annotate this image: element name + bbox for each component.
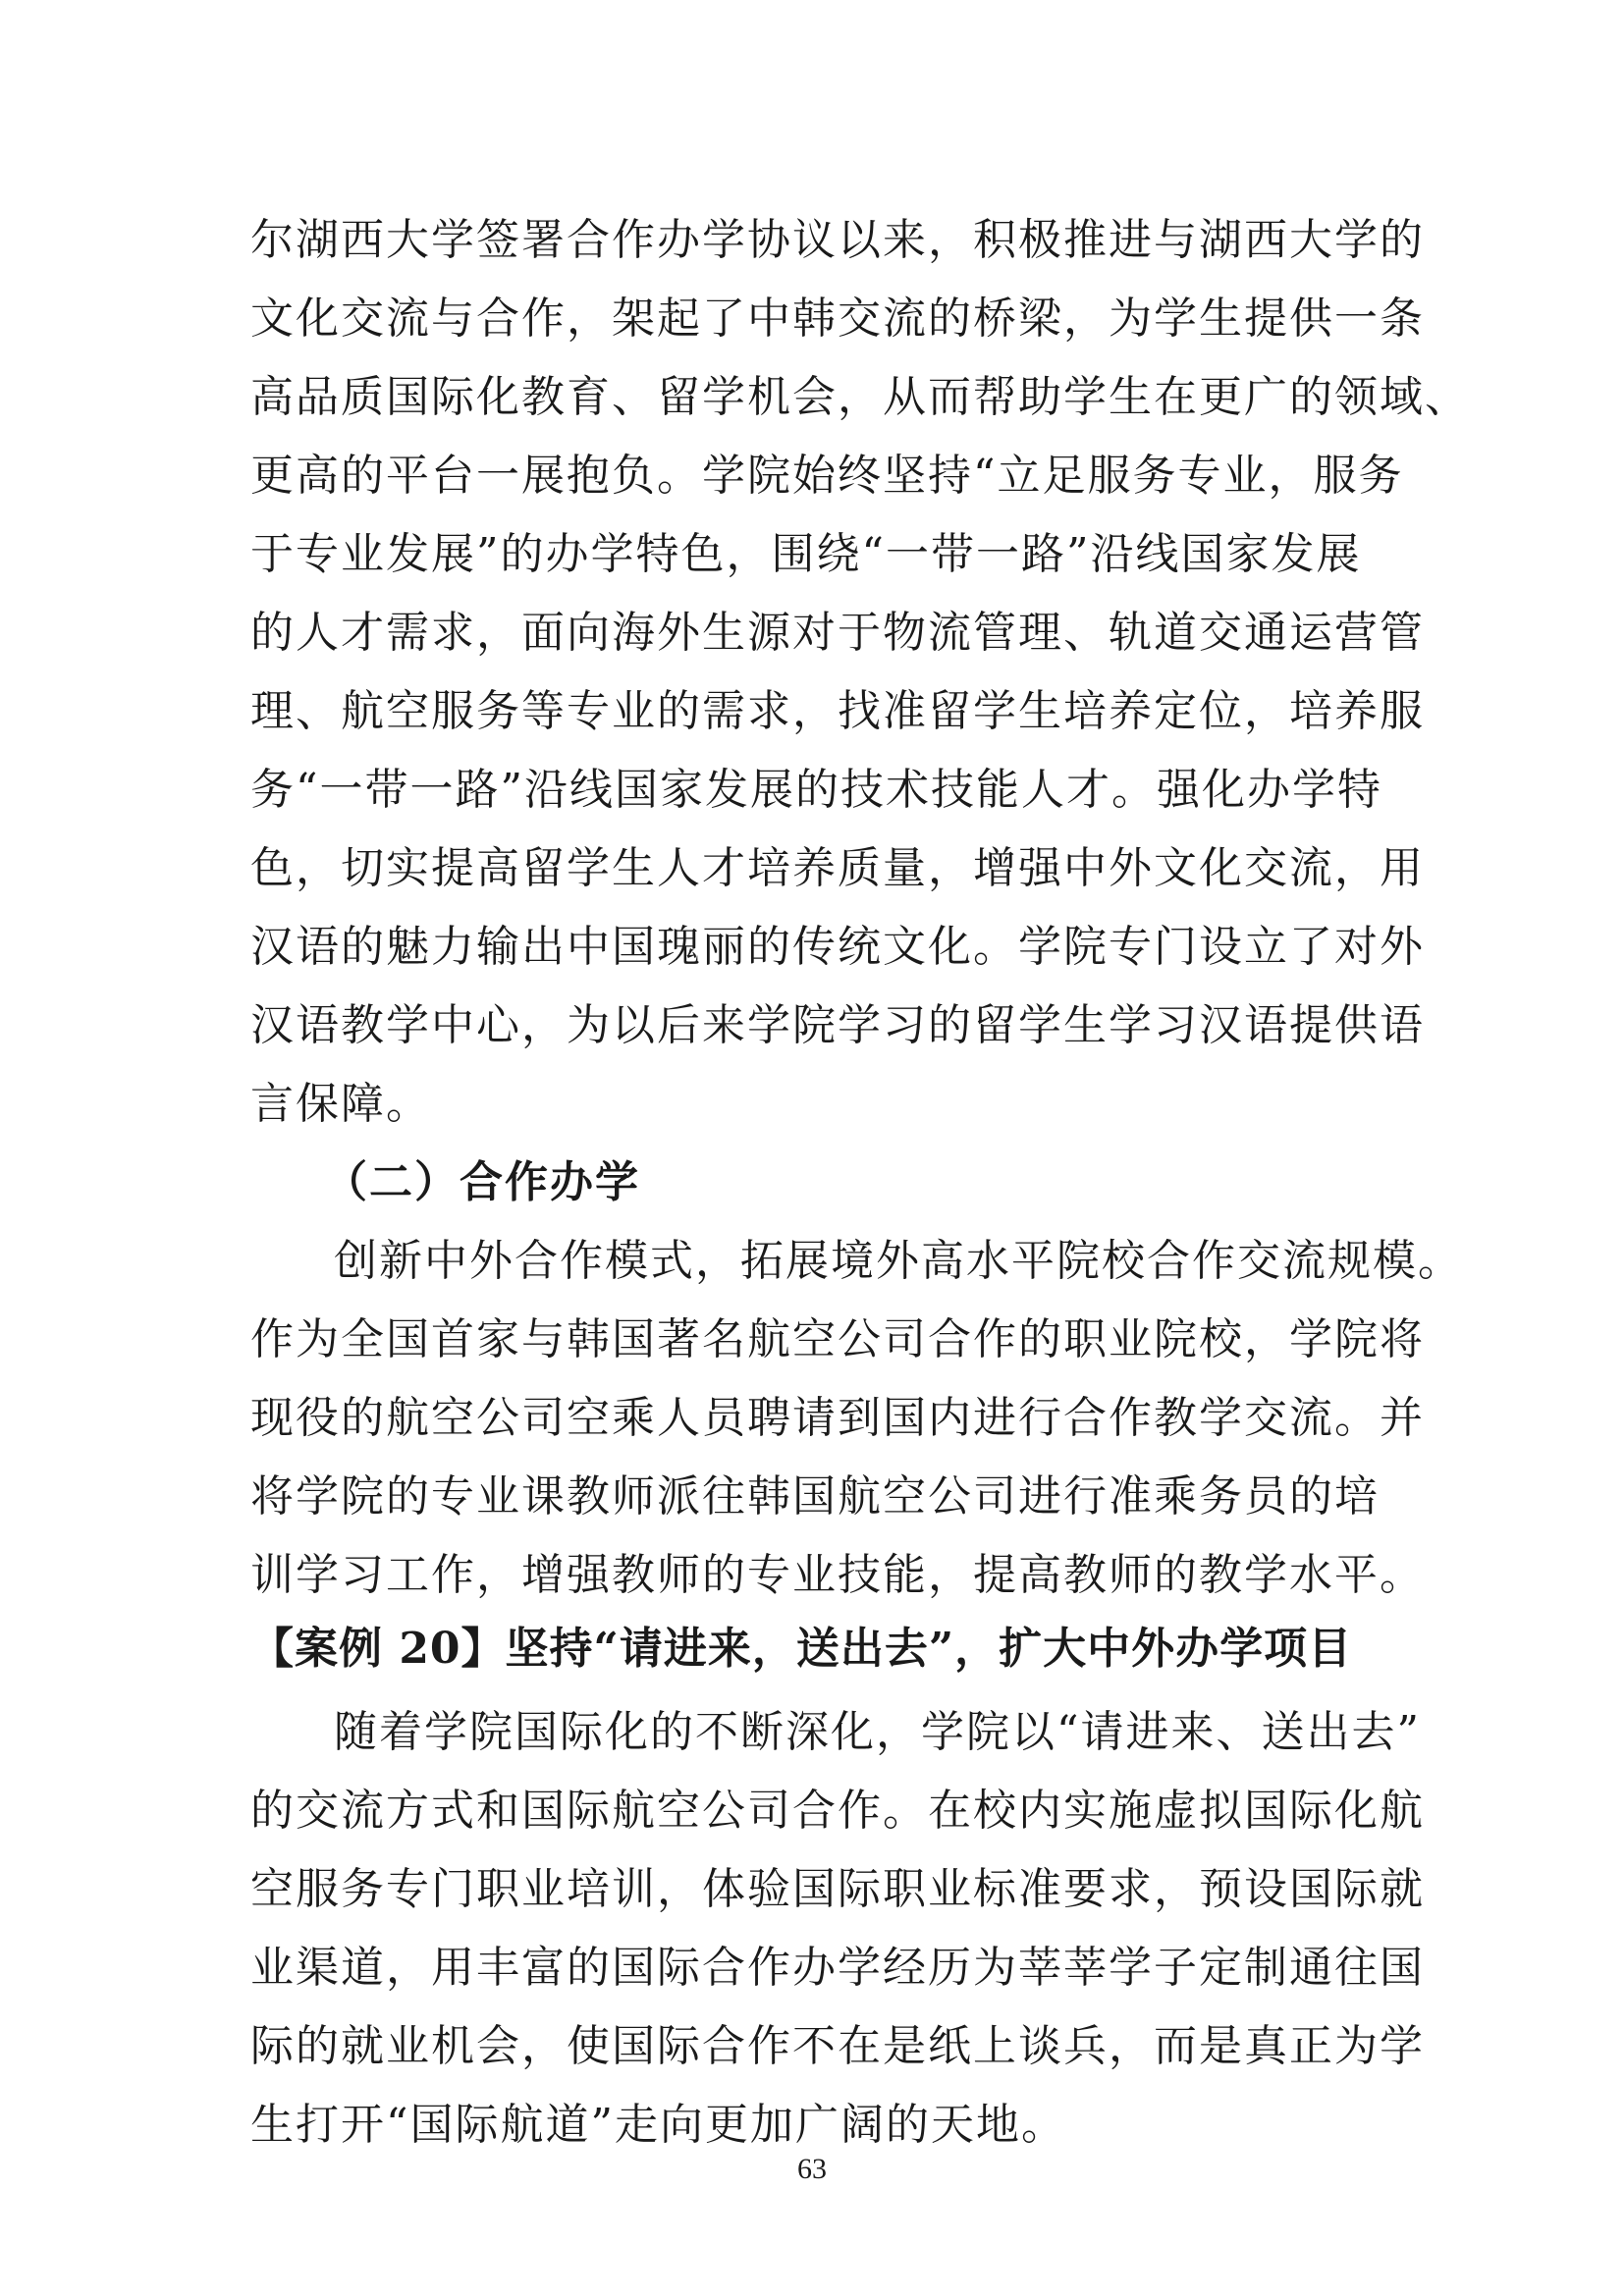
paragraph-line: 现役的航空公司空乘人员聘请到国内进行合作教学交流。并 — [250, 1393, 1425, 1443]
page-number: 63 — [797, 2153, 827, 2185]
paragraph-line: 汉语教学中心，为以后来学院学习的留学生学习汉语提供语 — [250, 1000, 1425, 1050]
section-heading: （二）合作办学 — [324, 1157, 640, 1207]
paragraph-line: 色，切实提高留学生人才培养质量，增强中外文化交流，用 — [250, 843, 1425, 893]
paragraph-line: 于专业发展”的办学特色，围绕“一带一路”沿线国家发展 — [250, 529, 1362, 579]
paragraph-line: 训学习工作，增强教师的专业技能，提高教师的教学水平。 — [250, 1550, 1425, 1600]
paragraph-line: 的交流方式和国际航空公司合作。在校内实施虚拟国际化航 — [250, 1786, 1425, 1836]
paragraph-line: 业渠道，用丰富的国际合作办学经历为莘莘学子定制通往国 — [250, 1943, 1425, 1993]
paragraph-line: 创新中外合作模式，拓展境外高水平院校合作交流规模。 — [334, 1236, 1463, 1286]
paragraph-line: 将学院的专业课教师派往韩国航空公司进行准乘务员的培 — [250, 1471, 1380, 1522]
paragraph-line: 的人才需求，面向海外生源对于物流管理、轨道交通运营管 — [250, 608, 1425, 658]
paragraph-line: 际的就业机会，使国际合作不在是纸上谈兵，而是真正为学 — [250, 2021, 1425, 2071]
paragraph-line: 作为全国首家与韩国著名航空公司合作的职业院校，学院将 — [250, 1314, 1425, 1364]
paragraph-line: 随着学院国际化的不断深化，学院以“请进来、送出去” — [334, 1707, 1421, 1757]
paragraph-line: 汉语的魅力输出中国瑰丽的传统文化。学院专门设立了对外 — [250, 922, 1425, 972]
paragraph-line: 言保障。 — [250, 1079, 431, 1129]
paragraph-line: 尔湖西大学签署合作办学协议以来，积极推进与湖西大学的 — [250, 215, 1425, 265]
paragraph-line: 理、航空服务等专业的需求，找准留学生培养定位，培养服 — [250, 686, 1425, 736]
paragraph-line: 空服务专门职业培训，体验国际职业标准要求，预设国际就 — [250, 1864, 1425, 1914]
case-title: 【案例 20】坚持“请进来，送出去”，扩大中外办学项目 — [250, 1624, 1353, 1674]
paragraph-line: 文化交流与合作，架起了中韩交流的桥梁，为学生提供一条 — [250, 294, 1425, 344]
paragraph-line: 生打开“国际航道”走向更加广阔的天地。 — [250, 2100, 1066, 2150]
paragraph-line: 高品质国际化教育、留学机会，从而帮助学生在更广的领域、 — [250, 372, 1470, 422]
paragraph-line: 更高的平台一展抱负。学院始终坚持“立足服务专业，服务 — [250, 451, 1404, 501]
paragraph-line: 务“一带一路”沿线国家发展的技术技能人才。强化办学特 — [250, 765, 1382, 815]
